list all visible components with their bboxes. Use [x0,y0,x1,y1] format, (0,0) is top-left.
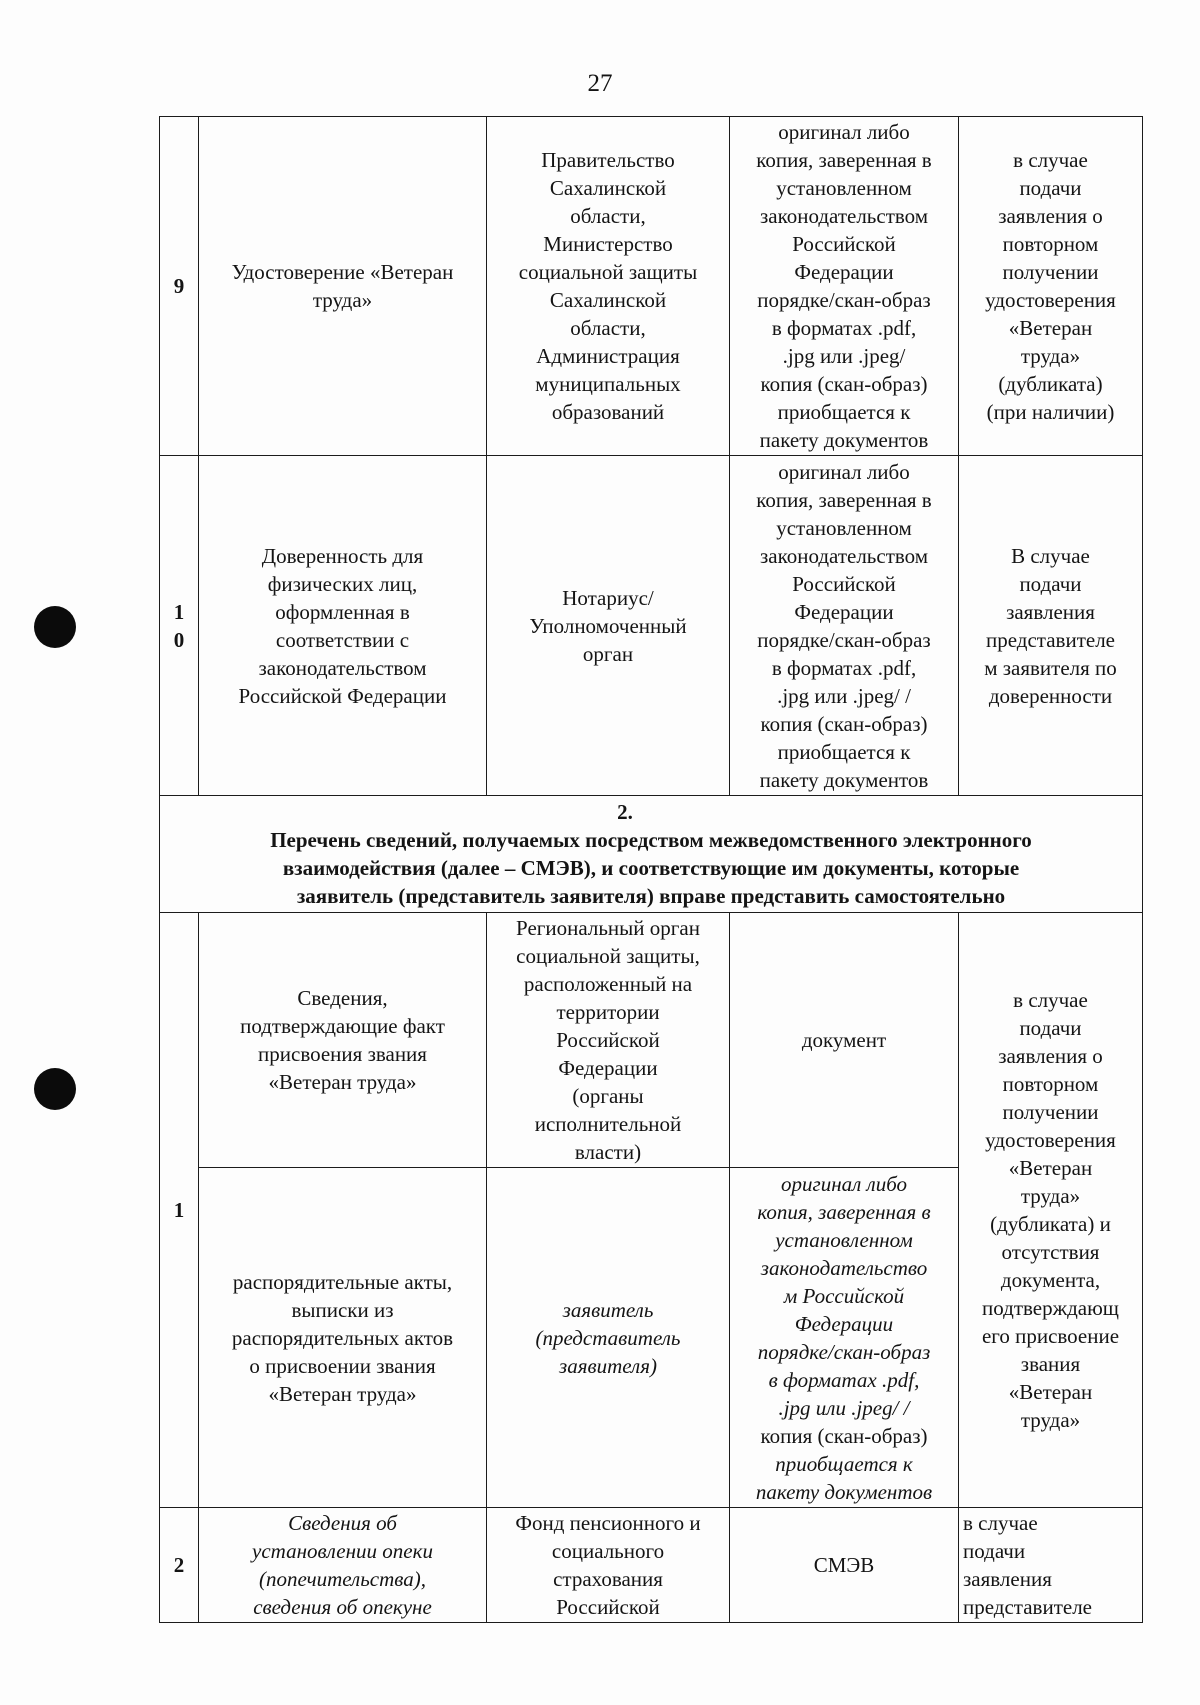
text-line: копия, заверенная в [757,1199,931,1224]
text-line: копия (скан-образ) [760,711,928,736]
text-line: заявитель [562,1297,654,1322]
text-line: заявления [963,1567,1052,1591]
text-line: Федерации [794,599,894,624]
text-line: распорядительные акты, [232,1269,453,1294]
form-italic-part [734,1170,954,1422]
document-name-cell [199,117,487,456]
document-name-cell [199,913,487,1168]
submission-form-cell [730,1508,959,1623]
text-line: Сведения, [297,986,388,1010]
text-line: доверенности [988,683,1113,708]
text-line: Региональный орган [516,916,700,940]
text-line: подачи [1019,1016,1082,1040]
section-heading-line: заявитель (представитель заявителя) вправе представить самостоятельно [296,884,1006,908]
section-number: 2. [617,800,633,824]
text-line: повторном [1002,232,1099,256]
text-line: пакету документов [759,767,929,792]
text-line: Фонд пенсионного и [515,1511,701,1535]
text-line: в случае [963,1511,1038,1535]
text-line: установленном [776,515,912,540]
row-number: 1 [160,913,199,1508]
issuer-cell [487,913,730,1168]
text-line: «Ветеран [1008,316,1093,340]
text-line: труда» [1020,1408,1081,1432]
text-line: Доверенность для [261,543,424,568]
text-line: 9 [173,274,185,298]
submission-form-cell [730,456,959,796]
text-line: установленном [775,1227,913,1252]
text-line: установленном [776,176,912,200]
row-number: 2 [160,1508,199,1623]
text-line: заявления [1006,599,1095,624]
text-line: заявления о [998,204,1103,228]
text-line: орган [582,641,634,666]
text-line: «Ветеран [1008,1156,1093,1180]
text-line: образований [551,400,665,424]
submission-form-cell [730,1168,959,1508]
text-line: распорядительных актов [231,1325,454,1350]
text-line: законодательством [759,204,929,228]
text-line: Удостоверение «Ветеран [231,260,454,284]
table-row [160,1508,1143,1623]
text-line: в форматах .pdf, [771,655,917,680]
issuer-cell [487,1508,730,1623]
punch-hole-mark [34,606,76,648]
text-line: законодательство [760,1255,928,1280]
document-name-cell [199,456,487,796]
text-line: Нотариус/ [562,585,654,610]
text-line: документа, [1000,1268,1101,1292]
text-line: Федерации [558,1056,658,1080]
text-line: сведения об опекуне [253,1595,432,1619]
issuer-cell [487,456,730,796]
text-line: области, [570,316,646,340]
text-line: (при наличии) [986,400,1115,424]
text-line: м заявителя по [984,655,1117,680]
text-line: СМЭВ [813,1553,875,1577]
text-line: выписки из [291,1297,394,1322]
text-line: присвоения звания [258,1042,427,1066]
text-line: порядке/скан-образ [757,627,931,652]
row-number [160,456,199,796]
table-row [160,456,1143,796]
text-line: Федерации [794,1311,894,1336]
condition-cell [959,913,1143,1508]
text-line: труда» [1020,1184,1081,1208]
text-line: подтверждающ [982,1296,1119,1320]
table-row [160,117,1143,456]
text-line: расположенный на [523,972,693,996]
text-line: Российской [792,571,896,596]
text-line: (органы [572,1084,644,1108]
text-line: приобщается к [775,1451,913,1476]
text-line: установлении опеки [252,1539,433,1563]
text-line: муниципальных [535,372,681,396]
text-line: власти) [574,1140,642,1164]
condition-cell [959,456,1143,796]
text-line: отсутствия [1001,1240,1100,1264]
text-line: труда» [312,288,373,312]
text-line: социальной защиты [518,260,698,284]
text-line: «Ветеран [1008,1380,1093,1404]
text-line: «Ветеран труда» [268,1381,417,1406]
text-line: 0 [173,627,185,652]
text-line: порядке/скан-образ [757,1339,931,1364]
text-line: получении [1002,260,1099,284]
table-row [160,913,1143,1168]
text-line: (дубликата) [998,372,1103,396]
text-line: копия (скан-образ) [760,372,928,396]
text-line: (дубликата) и [990,1212,1111,1236]
text-line: представителе [986,627,1115,652]
text-line: подачи [1019,571,1082,596]
text-line: Уполномоченный [529,613,687,638]
text-line: территории [556,1000,660,1024]
text-line: социальной защиты, [516,944,700,968]
condition-cell [959,1508,1143,1623]
text-line: законодательством [759,543,929,568]
condition-cell [959,117,1143,456]
text-line: Сахалинской [549,176,667,200]
text-line: Правительство [541,148,675,172]
text-line: в случае [1013,988,1088,1012]
text-line: Российской Федерации [238,683,447,708]
row-number [160,117,199,456]
text-line: приобщается к [777,739,911,764]
text-line: копия, заверенная в [756,148,932,172]
documents-table [159,116,1143,1623]
text-line: труда» [1020,344,1081,368]
document-name-cell [199,1508,487,1623]
text-line: заявления о [998,1044,1103,1068]
text-line: Администрация [536,344,680,368]
submission-form-cell [730,117,959,456]
text-line: его присвоение [981,1324,1120,1348]
text-line: .jpg или .jpeg/ / [777,683,911,708]
text-line: законодательством [258,655,427,680]
text-line: социального [551,1539,665,1563]
page-number: 27 [587,70,613,97]
section-heading-line: взаимодействия (далее – СМЭВ), и соответствующие им документы, которые [282,856,1020,880]
text-line: приобщается к [777,400,911,424]
text-line: подтверждающие факт [240,1014,445,1038]
text-line: .jpg или .jpeg/ / [778,1395,910,1420]
text-line: представителе [963,1595,1092,1619]
text-line: В случае [1011,543,1090,568]
text-line: удостоверения [985,288,1116,312]
text-line: оригинал либо [781,1171,907,1196]
text-line: оригинал либо [778,120,910,144]
text-line: подачи [1019,176,1082,200]
text-line: о присвоении звания [249,1353,436,1378]
text-line: копия, заверенная в [756,487,932,512]
text-line: Российской [556,1028,660,1052]
text-line: 1 [173,599,185,624]
text-line: в случае [1013,148,1088,172]
text-line: области, [570,204,646,228]
text-line: физических лиц, [267,571,418,596]
text-line: в форматах .pdf, [771,316,917,340]
section-heading-line: Перечень сведений, получаемых посредством межведомственного электронного [270,828,1032,852]
text-line: документ [801,1028,887,1052]
section-2-heading [160,796,1143,913]
submission-form-cell [730,913,959,1168]
text-line: м Российской [783,1283,905,1308]
text-line: .jpg или .jpeg/ [782,344,906,368]
form-italic-part [734,1450,954,1506]
text-line: звания [1020,1352,1081,1376]
text-line: соответствии с [275,627,410,652]
text-line: исполнительной [534,1112,682,1136]
text-line: повторном [1002,1072,1099,1096]
text-line: (попечительства), [259,1567,426,1591]
issuer-cell [487,117,730,456]
text-line: Сведения об [288,1511,397,1535]
text-line: подачи [963,1539,1026,1563]
document-name-cell [199,1168,487,1508]
text-line: порядке/скан-образ [757,288,931,312]
text-line: страхования [553,1567,663,1591]
text-line: удостоверения [985,1128,1116,1152]
text-line: пакету документов [755,1479,933,1504]
section-header-row [160,796,1143,913]
text-line: Российской [792,232,896,256]
text-line: оригинал либо [778,459,910,484]
issuer-cell [487,1168,730,1508]
punch-hole-mark [34,1068,76,1110]
text-line: копия (скан-образ) [760,1423,928,1448]
text-line: Сахалинской [549,288,667,312]
text-line: (представитель [535,1325,681,1350]
text-line: в форматах .pdf, [768,1367,920,1392]
text-line: оформленная в [275,599,410,624]
form-plain-part [734,1422,954,1450]
text-line: Российской [556,1595,660,1619]
text-line: Федерации [794,260,894,284]
text-line: пакету документов [759,428,929,452]
text-line: заявителя) [559,1353,657,1378]
text-line: «Ветеран труда» [268,1070,417,1094]
text-line: Министерство [543,232,673,256]
text-line: получении [1002,1100,1099,1124]
